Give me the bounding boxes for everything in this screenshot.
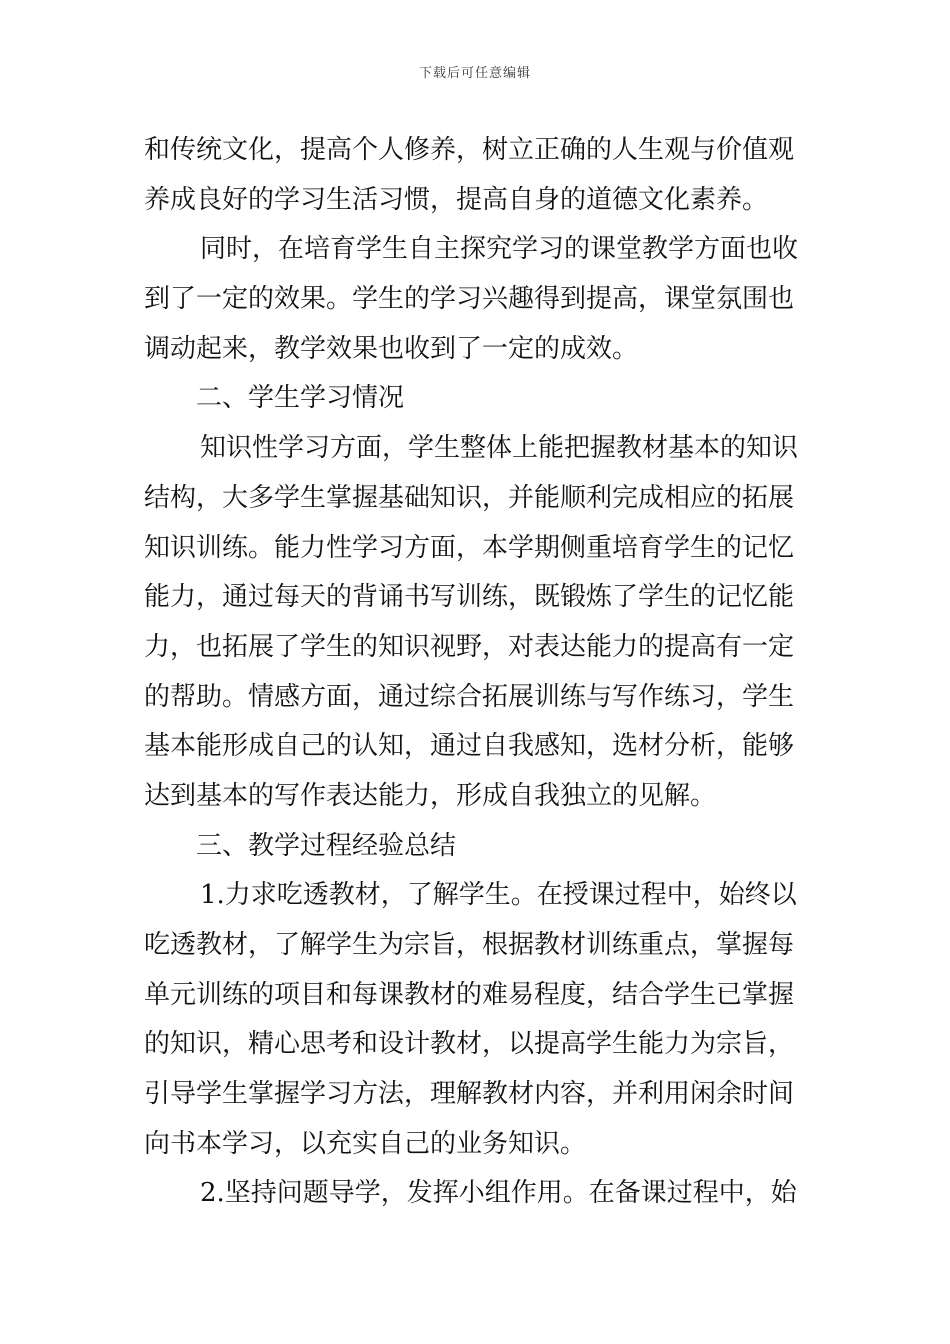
text-line: 基本能形成自己的认知，通过自我感知，选材分析，能够 [144, 731, 795, 762]
text-line: 和传统文化，提高个人修养，树立正确的人生观与价值观 [144, 135, 795, 165]
text-line: 知识训练。能力性学习方面，本学期侧重培育学生的记忆 [144, 532, 795, 563]
text-line: 1.力求吃透教材，了解学生。在授课过程中，始终以 [200, 880, 797, 911]
text-line: 到了一定的效果。学生的学习兴趣得到提高，课堂氛围也 [144, 284, 795, 315]
text-line: 力，也拓展了学生的知识视野，对表达能力的提高有一定 [144, 631, 795, 662]
text-line: 调动起来，教学效果也收到了一定的成效。 [144, 333, 639, 364]
text-line: 吃透教材，了解学生为宗旨，根据教材训练重点，掌握每 [144, 930, 795, 960]
text-line: 的帮助。情感方面，通过综合拓展训练与写作练习，学生 [144, 681, 795, 712]
document-body [144, 126, 814, 1219]
text-line: 三、教学过程经验总结 [196, 830, 457, 861]
text-line: 知识性学习方面，学生整体上能把握教材基本的知识 [200, 433, 799, 464]
text-line: 的知识，精心思考和设计教材，以提高学生能力为宗旨， [144, 1029, 795, 1060]
text-line: 同时，在培育学生自主探究学习的课堂教学方面也收 [200, 234, 799, 265]
text-line: 2.坚持问题导学，发挥小组作用。在备课过程中，始 [200, 1178, 797, 1209]
text-line: 养成良好的学习生活习惯，提高自身的道德文化素养。 [144, 184, 769, 215]
text-line: 结构，大多学生掌握基础知识，并能顺利完成相应的拓展 [144, 482, 795, 513]
text-line: 向书本学习，以充实自己的业务知识。 [144, 1128, 587, 1159]
text-line: 达到基本的写作表达能力，形成自我独立的见解。 [144, 780, 717, 811]
text-line: 引导学生掌握学习方法，理解教材内容，并利用闲余时间 [144, 1079, 795, 1110]
page-header: 下载后可任意编辑 [418, 66, 531, 81]
text-line: 二、学生学习情况 [196, 383, 405, 414]
text-line: 单元训练的项目和每课教材的难易程度，结合学生已掌握 [144, 979, 795, 1010]
text-line: 能力，通过每天的背诵书写训练，既锻炼了学生的记忆能 [144, 582, 795, 613]
